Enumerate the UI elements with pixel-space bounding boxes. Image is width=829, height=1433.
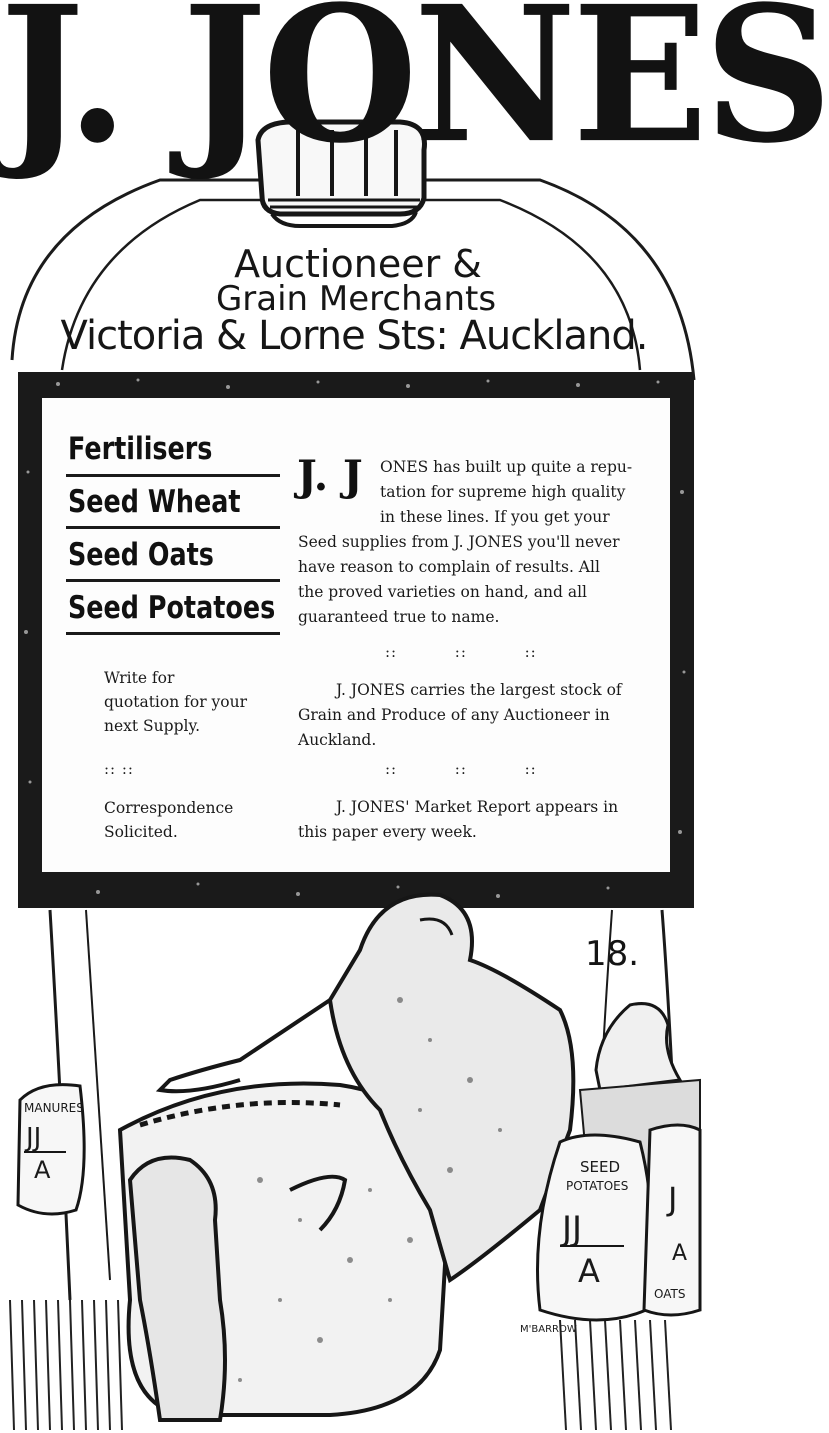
bag-mark: A [34,1156,51,1184]
bag-label-seed: SEED [580,1158,621,1176]
bag-label-potatoes: POTATOES [566,1179,629,1193]
page-number: 18. [585,934,640,974]
artist-signature: M'BARROW [520,1324,577,1335]
product-seed-oats: Seed Oats [68,537,214,573]
body-line: ONES has built up quite a repu- [380,458,633,476]
bag-mark: JJ [26,1123,42,1153]
body-line: guaranteed true to name. [298,608,500,626]
bag-mark: JJ [562,1209,583,1249]
body-line: in these lines. If you get your [380,508,610,526]
body-line: have reason to complain of results. All [298,558,600,576]
body-line: this paper every week. [298,823,477,841]
quote-line: quotation for your [104,693,248,711]
body-line: tation for supreme high quality [380,483,626,501]
correspondence-line: Correspondence [104,799,234,817]
bag-mark: J [668,1180,678,1218]
body-line: the proved varieties on hand, and all [298,583,587,601]
product-divider [66,526,280,529]
body-separator: :: :: :: [385,760,537,778]
bag-mark: A [672,1241,688,1266]
bag-label-oats: OATS [654,1287,686,1301]
bag-label-manures: MANURES [24,1101,84,1115]
tagline-address: Victoria & Lorne Sts: Auckland. [60,313,648,359]
quote-line: Write for [104,669,175,687]
body-line: Auckland. [298,731,377,749]
body-line: J. JONES' Market Report appears in [336,798,619,816]
bag-mark: A [578,1252,600,1290]
sidebar-separator: :: :: [104,760,134,778]
correspondence-line: Solicited. [104,823,178,841]
body-line: Seed supplies from J. JONES you'll never [298,533,620,551]
body-separator: :: :: :: [385,643,537,661]
product-divider [66,579,280,582]
tagline-grain: Grain Merchants [215,279,497,319]
tagline-auctioneer: Auctioneer & [234,242,482,286]
product-divider [66,474,280,477]
body-line: Grain and Produce of any Auctioneer in [298,706,610,724]
product-fertilisers: Fertilisers [68,431,213,467]
product-seed-potatoes: Seed Potatoes [68,590,276,626]
product-divider [66,632,280,635]
dropcap: J. J [297,451,363,500]
product-seed-wheat: Seed Wheat [68,484,241,520]
brand-title: J. JONES [0,0,829,185]
body-line: J. JONES carries the largest stock of [336,681,622,699]
quote-line: next Supply. [104,717,201,735]
